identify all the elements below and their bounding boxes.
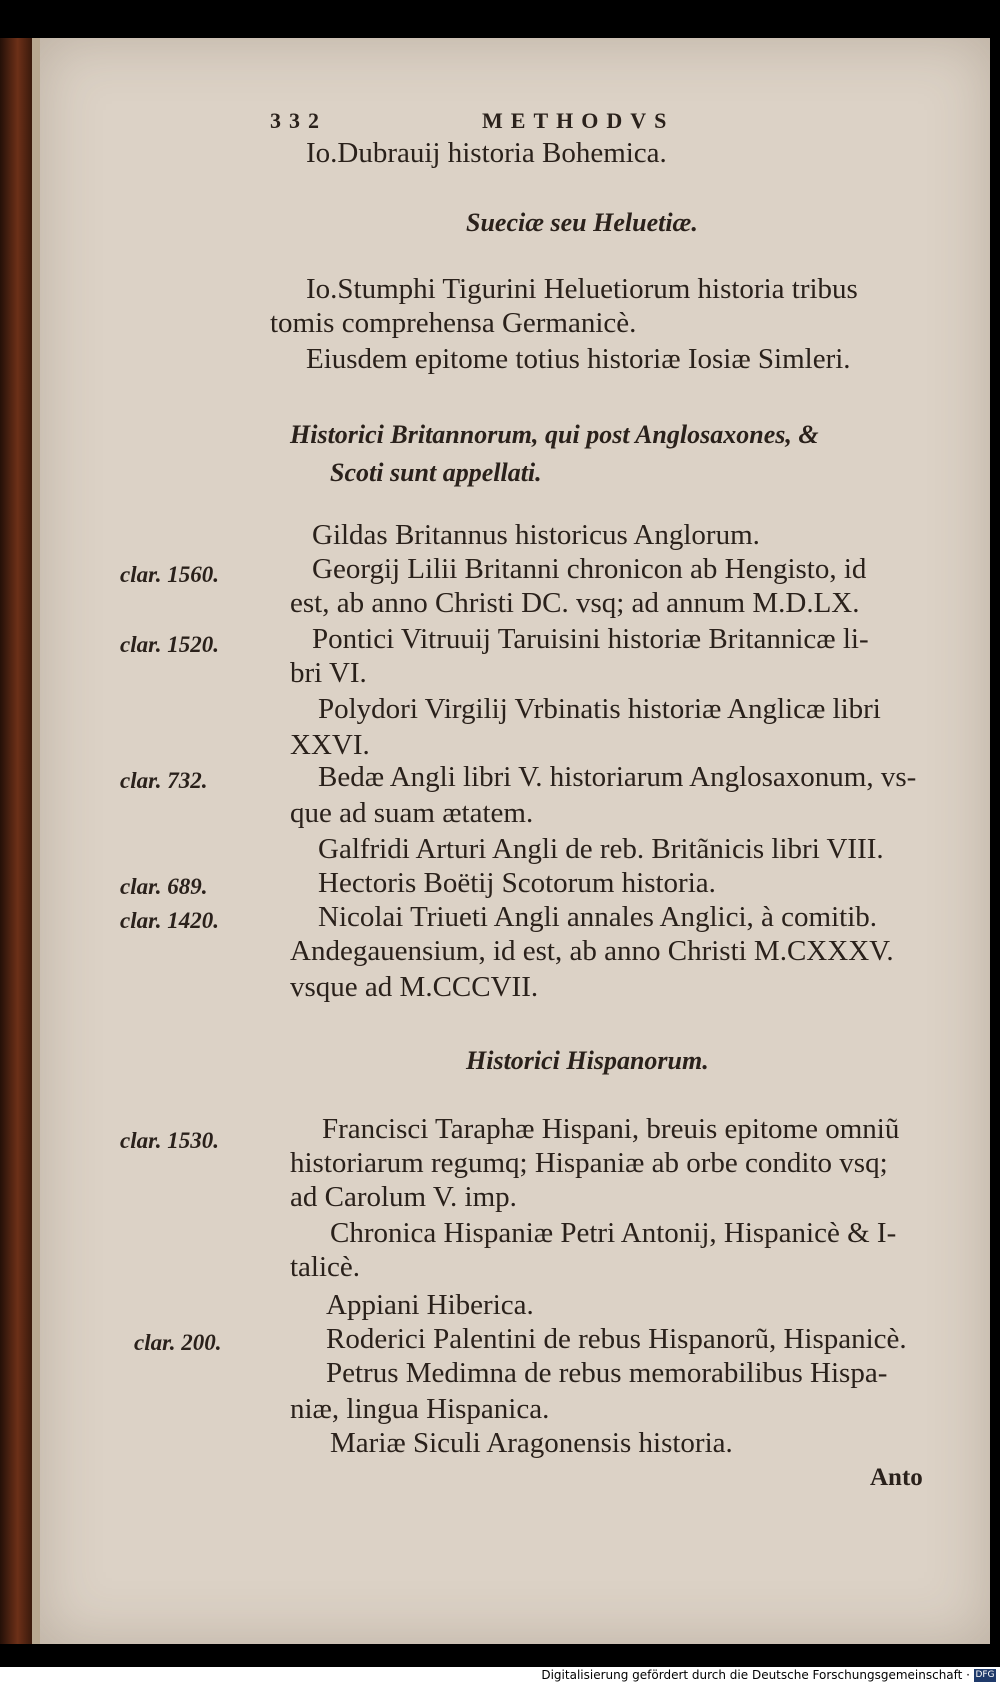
text-line: historiarum regumq; Hispaniæ ab orbe condito vsq; [290,1147,888,1179]
text-line: bri VI. [290,657,367,689]
margin-note: clar. 1530. [120,1128,220,1153]
text-line: Eiusdem epitome totius historiæ Iosiæ Simleri. [306,343,851,375]
text-line: Pontici Vitruuij Taruisini historiæ Britannicæ li- [312,623,869,655]
text-line: niæ, lingua Hispanica. [290,1393,550,1425]
text-line: Nicolai Triueti Angli annales Anglici, à comitib. [318,901,878,933]
page-number: 332 [270,108,327,133]
text-line: Roderici Palentini de rebus Hispanorũ, Hispanicè. [326,1323,907,1355]
margin-note: clar. 1520. [120,632,220,657]
text-line: Andegauensium, id est, ab anno Christi M.CXXXV. [290,935,894,967]
text-line: Io.Dubrauij historia Bohemica. [306,137,667,169]
text-line: Polydori Virgilij Vrbinatis historiæ Anglicæ libri [318,693,881,725]
dfg-logo-icon: DFG [975,1670,995,1680]
running-title: METHODVS [482,108,675,133]
section-heading: Sueciæ seu Heluetiæ. [466,208,698,237]
book-spine [0,38,32,1644]
section-heading: Scoti sunt appellati. [330,458,542,487]
text-line: Bedæ Angli libri V. historiarum Anglosaxonum, vs- [318,761,917,793]
text-line: vsque ad M.CCCVII. [290,971,539,1003]
text-line: Appiani Hiberica. [326,1289,534,1321]
footer-credit: Digitalisierung gefördert durch die Deutsche Forschungsgemeinschaft · [541,1668,970,1682]
text-line: Mariæ Siculi Aragonensis historia. [330,1427,733,1459]
text-line: XXVI. [290,729,370,761]
margin-note: clar. 689. [120,874,208,899]
text-line: que ad suam ætatem. [290,797,534,829]
text-line: Galfridi Arturi Angli de reb. Britãnicis libri VIII. [318,833,884,865]
text-line: ad Carolum V. imp. [290,1181,517,1213]
margin-note: clar. 1560. [120,562,220,587]
section-heading: Historici Hispanorum. [466,1046,709,1075]
text-line: Gildas Britannus historicus Anglorum. [312,519,760,551]
text-line: Chronica Hispaniæ Petri Antonij, Hispanicè & I- [330,1217,897,1249]
text-line: Georgij Lilii Britanni chronicon ab Hengisto, id [312,553,867,585]
margin-note: clar. 1420. [120,908,220,933]
text-line: Francisci Taraphæ Hispani, breuis epitome omniũ [322,1113,900,1145]
margin-note: clar. 732. [120,768,208,793]
text-line: tomis comprehensa Germanicè. [270,307,637,339]
text-line: Petrus Medimna de rebus memorabilibus Hispa- [326,1357,888,1389]
text-line: Hectoris Boëtij Scotorum historia. [318,867,716,899]
catchword: Anto [870,1464,923,1491]
margin-note: clar. 200. [134,1330,222,1355]
section-heading: Historici Britannorum, qui post Anglosaxones, & [290,420,819,449]
text-line: talicè. [290,1251,361,1283]
text-line: est, ab anno Christi DC. vsq; ad annum M.D.LX. [290,587,860,619]
text-line: Io.Stumphi Tigurini Heluetiorum historia tribus [306,273,858,305]
